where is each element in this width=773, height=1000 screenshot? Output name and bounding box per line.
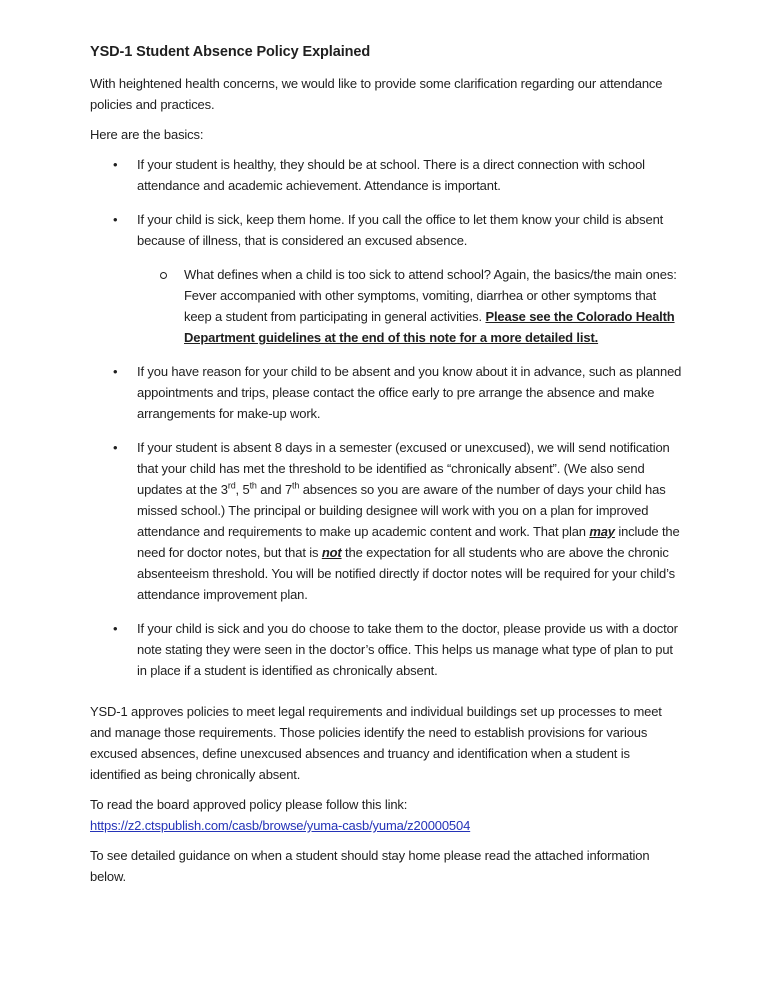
may-emphasis: may <box>589 524 615 539</box>
bullet-dot-icon: • <box>113 440 118 455</box>
bullet-sick-text: If your child is sick, keep them home. If you call the office to let them know your child is absent because of illness, that is considered an excused absence. <box>137 212 664 248</box>
board-policy-link[interactable]: https://z2.ctspublish.com/casb/browse/yuma-casb/yuma/z20000504 <box>90 818 471 833</box>
bullet-advance-text: If you have reason for your child to be absent and you know about it in advance, such as planned appointments and trips, please contact the office early to pre arrange the absence and make arrangements for make-up work. <box>137 364 682 421</box>
bullet-advance-absence <box>90 361 683 424</box>
chronic-seg6: the expectation for all students who are above the chronic absenteeism threshold. You will be notified directly if doctor notes will be required for your child’s attendance improvement plan. <box>137 545 675 602</box>
not-emphasis: not <box>321 545 342 560</box>
link-intro-text: To read the board approved policy please follow this link: <box>90 797 408 812</box>
colorado-health-guidelines-emphasis: Please see the Colorado Health Department guidelines at the end of this note for a more detailed list. <box>184 309 675 345</box>
page-title: YSD-1 Student Absence Policy Explained <box>90 44 371 60</box>
bullet-doctor-note-text: If your child is sick and you do choose to take them to the doctor, please provide us with a doctor note stating they were seen in the doctor’s office. This helps us manage what type of plan to put in place if a student is identified as chronically absent. <box>137 621 678 678</box>
chronic-seg5: include the need for doctor notes, but that is <box>137 524 680 560</box>
bullet-healthy <box>90 154 683 196</box>
ordinal-suffix: th <box>292 480 300 491</box>
intro-paragraph: With heightened health concerns, we would like to provide some clarification regarding our attendance policies and practices. <box>90 76 663 112</box>
guidance-paragraph: To see detailed guidance on when a student should stay home please read the attached information below. <box>90 848 650 884</box>
chronic-seg4: absences so you are aware of the number of days your child has missed school.) The principal or building designee will work with you on a plan for improved attendance and requirements to make up academic content and work. That plan <box>137 482 666 539</box>
bullet-doctor-note <box>90 618 683 681</box>
bullet-chronically-absent <box>90 437 683 605</box>
bullet-dot-icon: • <box>113 212 118 227</box>
chronic-seg2: , 5 <box>235 482 250 497</box>
bullet-sick-keep-home <box>90 209 683 251</box>
chronic-seg1: If your student is absent 8 days in a semester (excused or unexcused), we will send notification that your child has met the threshold to be identified as “chronically absent”. (We also send updates at the 3 <box>137 440 670 497</box>
bullet-healthy-text: If your student is healthy, they should be at school. There is a direct connection with school attendance and academic achievement. Attendance is important. <box>137 157 645 193</box>
bullet-dot-icon: • <box>113 364 118 379</box>
basics-heading: Here are the basics: <box>90 127 204 142</box>
sub-bullet-too-sick-text <box>184 264 683 348</box>
bullet-dot-icon: • <box>113 621 118 636</box>
sub-bullet-too-sick <box>90 264 683 348</box>
basics-list <box>90 154 683 681</box>
closing-policy-paragraph: YSD-1 approves policies to meet legal requirements and individual buildings set up processes to meet and manage those requirements. Those policies identify the need to establish provisions for various excused absences, define unexcused absences and truancy and identification when a student is identified as being chronically absent. <box>90 704 662 782</box>
ordinal-suffix: th <box>249 480 257 491</box>
too-sick-lead-text: What defines when a child is too sick to attend school? Again, the basics/the main ones: Fever accompanied with other symptoms, vomiting, diarrhea or other symptoms that keep a student from participating in general activities. <box>184 267 677 324</box>
ordinal-suffix: rd <box>227 480 236 491</box>
bullet-dot-icon: • <box>113 157 118 172</box>
board-policy-link-paragraph <box>90 794 683 836</box>
bullet-chronic-text <box>137 437 683 605</box>
circle-bullet-icon <box>160 264 184 285</box>
chronic-seg3: and 7 <box>256 482 293 497</box>
